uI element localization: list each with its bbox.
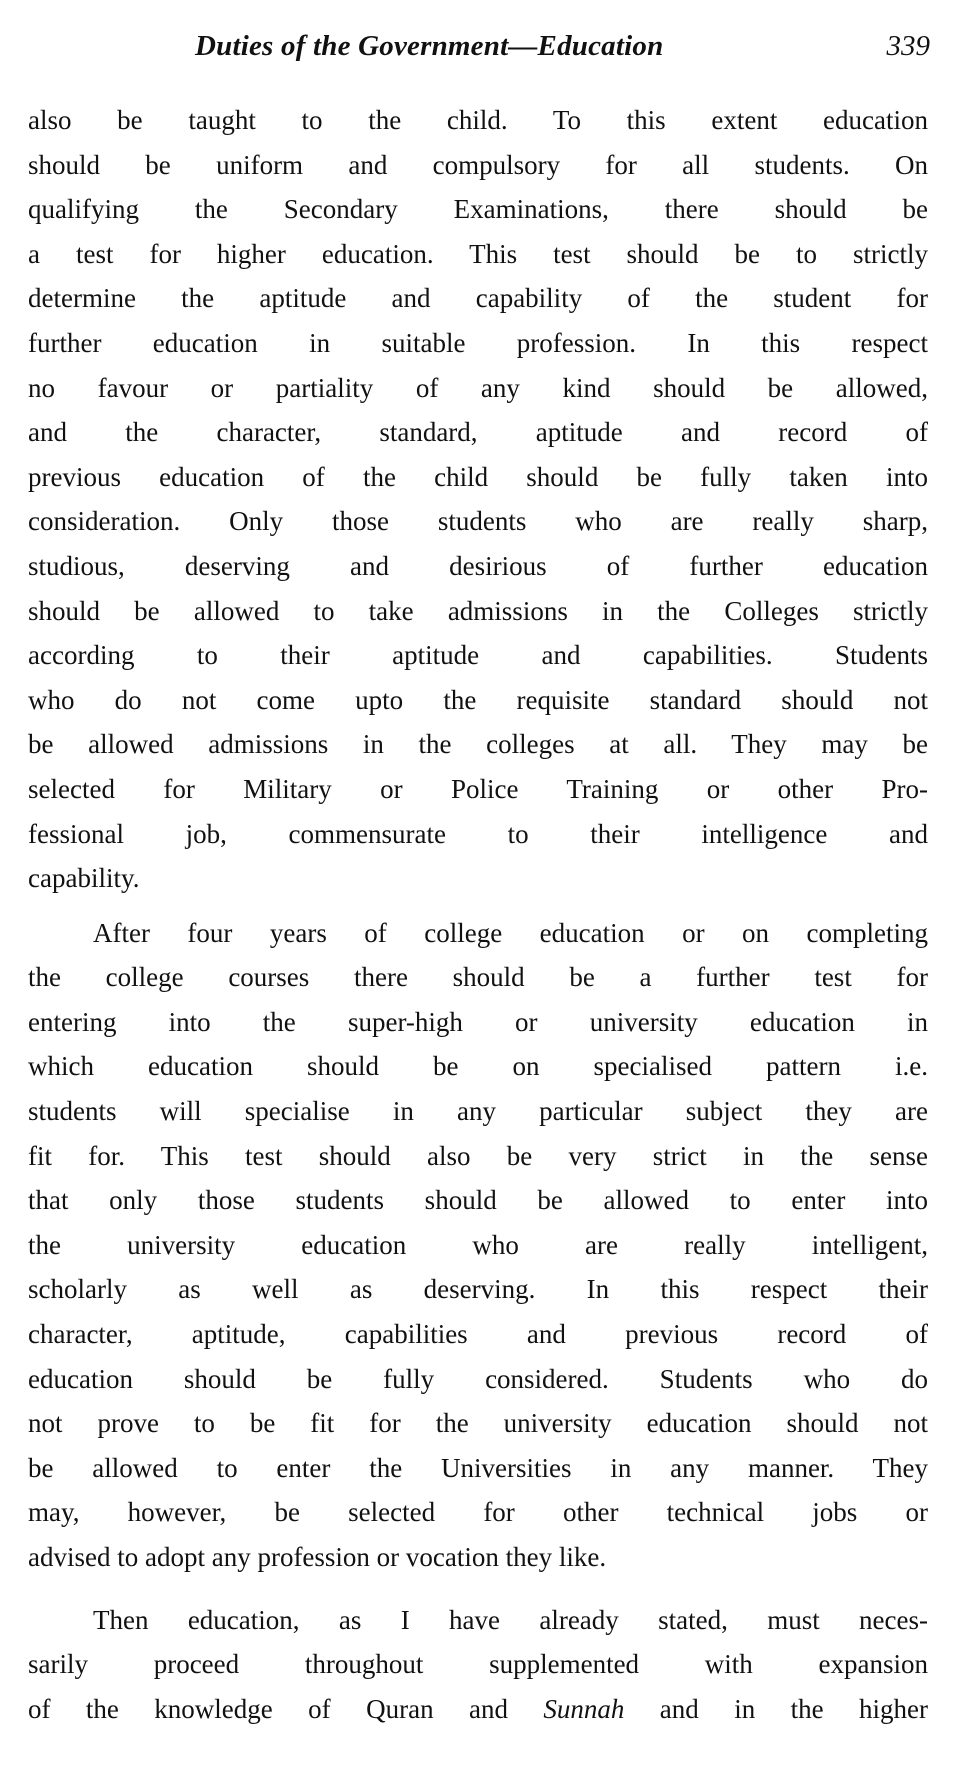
text-line: qualifying the Secondary Examinations, there should be bbox=[28, 194, 928, 225]
page-header bbox=[0, 30, 960, 70]
text-line: sarily proceed throughout supplemented with expansion bbox=[28, 1649, 928, 1680]
text-line: no favour or partiality of any kind should be allowed, bbox=[28, 372, 928, 403]
paragraph-2 bbox=[28, 911, 928, 1580]
text-line: a test for higher education. This test should be to strictly bbox=[28, 238, 928, 269]
text-line: be allowed to enter the Universities in any manner. They bbox=[28, 1452, 928, 1483]
text-line: education should be fully considered. Students who do bbox=[28, 1363, 928, 1394]
text-line: should be allowed to take admissions in the Colleges strictly bbox=[28, 595, 928, 626]
text-line: should be uniform and compulsory for all students. On bbox=[28, 149, 928, 180]
text-line: according to their aptitude and capabilities. Students bbox=[28, 640, 928, 671]
text-fragment: and in the higher bbox=[624, 1693, 928, 1724]
running-head: Duties of the Government—Education bbox=[195, 30, 664, 62]
text-line: the university education who are really intelligent, bbox=[28, 1229, 928, 1260]
text-line: and the character, standard, aptitude and record of bbox=[28, 417, 928, 448]
text-line: studious, deserving and desirious of further education bbox=[28, 550, 928, 581]
text-line: which education should be on specialised pattern i.e. bbox=[28, 1051, 928, 1082]
text-line: may, however, be selected for other technical jobs or bbox=[28, 1497, 928, 1528]
paragraph-1 bbox=[28, 98, 928, 901]
text-line: who do not come upto the requisite standard should not bbox=[28, 684, 928, 715]
text-line: entering into the super-high or university education in bbox=[28, 1006, 928, 1037]
text-line: previous education of the child should be fully taken into bbox=[28, 461, 928, 492]
text-line: determine the aptitude and capability of the student for bbox=[28, 283, 928, 314]
text-line-mixed bbox=[28, 1687, 928, 1732]
text-line: character, aptitude, capabilities and previous record of bbox=[28, 1319, 928, 1350]
text-line: scholarly as well as deserving. In this respect their bbox=[28, 1274, 928, 1305]
text-line: not prove to be fit for the university education should not bbox=[28, 1408, 928, 1439]
text-line: consideration. Only those students who are really sharp, bbox=[28, 506, 928, 537]
body-text bbox=[28, 98, 928, 1731]
text-fragment: of the knowledge of Quran and bbox=[28, 1693, 544, 1724]
text-line: the college courses there should be a further test for bbox=[28, 962, 928, 993]
text-line: further education in suitable profession. In this respect bbox=[28, 327, 928, 358]
text-line: advised to adopt any profession or vocation they like. bbox=[28, 1542, 607, 1572]
text-line: selected for Military or Police Training or other Pro- bbox=[28, 773, 928, 804]
text-line: After four years of college education or on completing bbox=[93, 917, 928, 948]
italic-term: Sunnah bbox=[543, 1693, 625, 1724]
text-line: Then education, as I have already stated, must neces- bbox=[93, 1604, 928, 1635]
paragraph-3 bbox=[28, 1598, 928, 1732]
text-line: that only those students should be allowed to enter into bbox=[28, 1185, 928, 1216]
text-line: fit for. This test should also be very strict in the sense bbox=[28, 1140, 928, 1171]
text-line: students will specialise in any particular subject they are bbox=[28, 1096, 928, 1127]
text-line: also be taught to the child. To this extent education bbox=[28, 105, 928, 135]
text-line: capability. bbox=[28, 863, 140, 894]
page-number: 339 bbox=[886, 30, 930, 62]
text-line: fessional job, commensurate to their intelligence and bbox=[28, 818, 928, 849]
text-line: be allowed admissions in the colleges at all. They may be bbox=[28, 729, 928, 760]
